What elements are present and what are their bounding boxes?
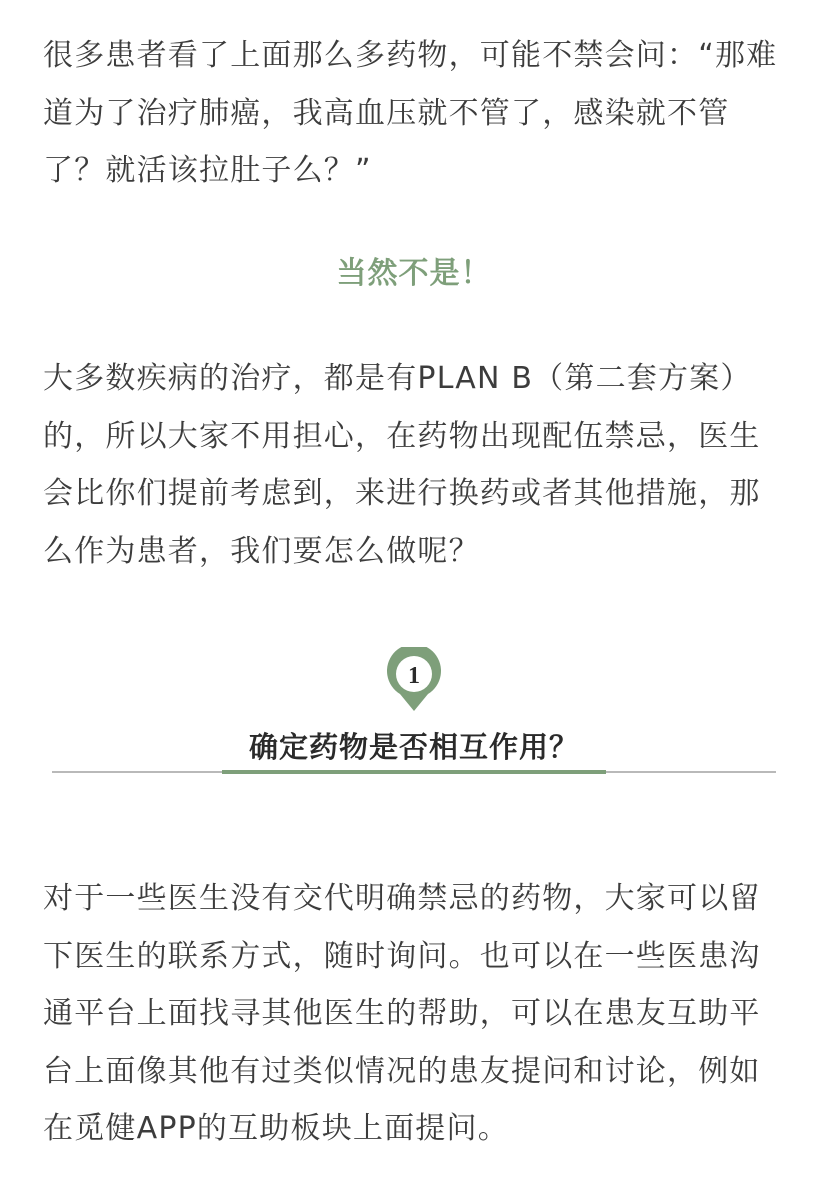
map-pin-shape (385, 647, 443, 713)
highlight-heading: 当然不是！ (336, 256, 492, 291)
intro-paragraph: 很多患者看了上面那么多药物，可能不禁会问：“那难道为了治疗肺癌，我高血压就不管了，感染就不管了？就活该拉肚子么？” (43, 38, 778, 188)
divider-accent (222, 770, 606, 774)
section-number: 1 (408, 663, 420, 689)
advice-paragraph: 对于一些医生没有交代明确禁忌的药物，大家可以留下医生的联系方式，随时询问。也可以在一些医患沟通平台上面找寻其他医生的帮助，可以在患友互助平台上面像其他有过类似情况的患友提问和讨论，例如在觅健APP的互助板块上面提问。 (43, 881, 761, 1146)
plan-b-paragraph: 大多数疾病的治疗，都是有PLAN B（第二套方案）的，所以大家不用担心，在药物出现配伍禁忌，医生会比你们提前考虑到，来进行换药或者其他措施，那么作为患者，我们要怎么做呢？ (43, 361, 761, 569)
map-pin-number-icon (385, 647, 443, 713)
section-title: 确定药物是否相互作用？ (248, 730, 579, 764)
